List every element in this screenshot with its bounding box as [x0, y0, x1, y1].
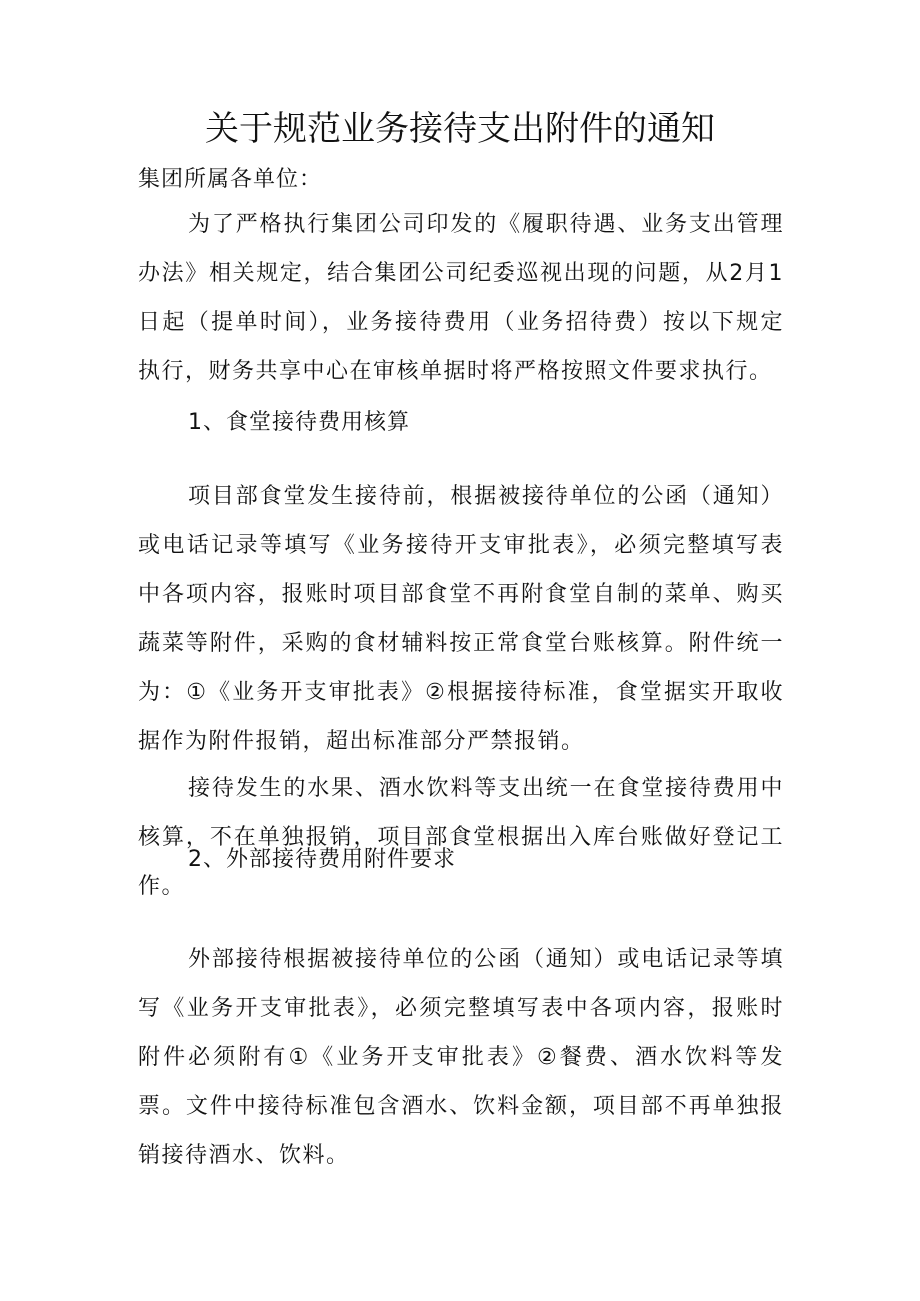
intro-paragraph: 为了严格执行集团公司印发的《履职待遇、业务支出管理办法》相关规定，结合集团公司纪委巡视出现的问题，从2月1日起（提单时间），业务接待费用（业务招待费）按以下规定执行，财务共享中心在审核单据时将严格按照文件要求执行。	[138, 212, 784, 384]
section-one-paragraph-2: 接待发生的水果、酒水饮料等支出统一在食堂接待费用中核算，不在单独报销，项目部食堂根据出入库台账做好登记工作。	[138, 776, 784, 899]
salutation: 集团所属各单位：	[138, 167, 323, 192]
document-title: 关于规范业务接待支出附件的通知	[205, 109, 715, 149]
section-two-paragraph-1: 外部接待根据被接待单位的公函（通知）或电话记录等填写《业务开支审批表》，必须完整填写表中各项内容，报账时附件必须附有①《业务开支审批表》②餐费、酒水饮料等发票。文件中接待标准包含酒水、饮料金额，项目部不再单独报销接待酒水、饮料。	[138, 947, 784, 1168]
section-two-heading: 2、外部接待费用附件要求	[188, 847, 456, 872]
section-one-heading: 1、食堂接待费用核算	[188, 410, 410, 435]
section-one-paragraph-1: 项目部食堂发生接待前，根据被接待单位的公函（通知）或电话记录等填写《业务接待开支审批表》，必须完整填写表中各项内容，报账时项目部食堂不再附食堂自制的菜单、购买蔬菜等附件，采购的食材辅料按正常食堂台账核算。附件统一为：①《业务开支审批表》②根据接待标准，食堂据实开取收据作为附件报销，超出标准部分严禁报销。	[138, 484, 784, 754]
